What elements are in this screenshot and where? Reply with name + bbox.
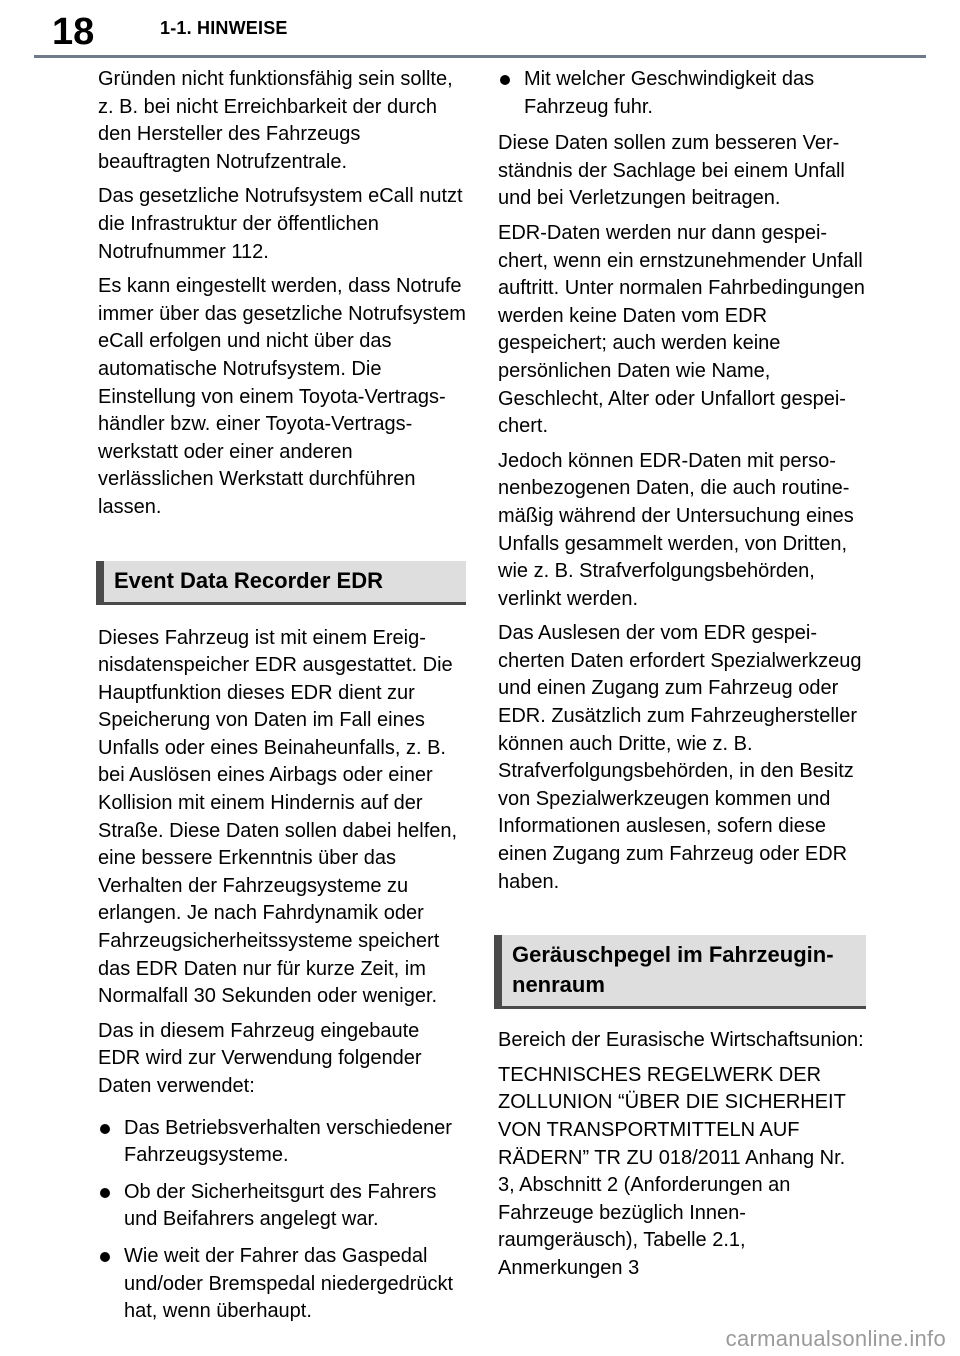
paragraph: Gründen nicht funktionsfähig sein sollte, z. B. bei nicht Erreichbarkeit der durch den Hersteller des Fahrzeugs beauftragten Notrufzentrale.	[98, 68, 453, 173]
paragraph: Diese Daten sollen zum besseren Verständnis der Sachlage bei einem Unfall und bei Verletzungen beitragen.	[498, 132, 845, 210]
list-item: Das Betriebsverhalten verschiedener Fahrzeugsysteme.	[98, 1115, 466, 1170]
list-item: Ob der Sicherheitsgurt des Fahrers und Beifahrers angelegt war.	[98, 1179, 466, 1234]
header-divider	[34, 55, 926, 58]
bullet-list	[98, 1115, 466, 1326]
left-column	[98, 66, 466, 1335]
bullet-list	[498, 66, 866, 121]
section-heading-edr: Event Data Recorder EDR	[96, 561, 466, 605]
right-column	[498, 66, 866, 1290]
paragraph: Bereich der Eurasische Wirtschaftsunion:	[498, 1029, 864, 1052]
paragraph: Es kann eingestellt werden, dass Notrufe immer über das gesetzliche Notrufsystem eCall erfolgen und nicht über das automatische Notrufsystem. Die Einstellung von einem Toyota-Vertragshändler bzw. einer Toyota-Vertragswerkstatt oder einer anderen verlässlichen Werkstatt durchführen lassen.	[98, 275, 466, 518]
paragraph: Das in diesem Fahrzeug eingebaute EDR wird zur Verwendung folgender Daten verwendet:	[98, 1019, 422, 1097]
paragraph: Das Auslesen der vom EDR gespeicherten Daten erfordert Spezialwerkzeug und einen Zugang zum Fahrzeug oder EDR. Zusätzlich zum Fahrzeughersteller können auch Dritte, wie z. B. Strafverfolgungsbehörden, in den Besitz von Spezialwerkzeugen kommen und Informationen auslesen, sofern diese einen Zugang zum Fahrzeug oder EDR haben.	[498, 622, 862, 893]
paragraph: EDR-Daten werden nur dann gespeichert, wenn ein ernstzunehmender Unfall auftritt. Unter normalen Fahrbedingungen werden keine Daten vom EDR gespeichert; auch werden keine persönlichen Daten wie Name, Geschlecht, Alter oder Unfallort gespeichert.	[498, 221, 865, 438]
paragraph: Dieses Fahrzeug ist mit einem Ereignisdatenspeicher EDR ausgestattet. Die Hauptfunktion dieses EDR dient zur Speicherung von Daten im Fall eines Unfalls oder eines Beinaheunfalls, z. B. bei Auslösen eines Airbags oder einer Kollision mit einem Hindernis auf der Straße. Diese Daten sollen dabei helfen, eine bessere Erkenntnis über das Verhalten der Fahrzeugsysteme zu erlangen. Je nach Fahrdynamik oder Fahrzeugsicherheitssysteme speichert das EDR Daten nur für kurze Zeit, im Normalfall 30 Sekunden oder weniger.	[98, 626, 458, 1008]
paragraph: TECHNISCHES REGELWERK DER ZOLLUNION “ÜBER DIE SICHERHEIT VON TRANSPORTMITTELN AUF RÄDERN” TR ZU 018/2011 Anhang Nr. 3, Abschnitt 2 (Anforderungen an Fahrzeuge bezüglich Innenraumgeräusch), Tabelle 2.1, Anmerkungen 3	[498, 1063, 846, 1279]
page-number: 18	[52, 11, 95, 53]
section-heading-noise: Geräuschpegel im Fahrzeuginnenraum	[494, 935, 866, 1009]
section-title: 1-1. HINWEISE	[160, 18, 288, 38]
paragraph: Jedoch können EDR-Daten mit personenbezogenen Daten, die auch routinemäßig während der Untersuchung eines Unfalls gesammelt werden, von Dritten, wie z. B. Strafverfolgungsbehörden, verlinkt werden.	[498, 449, 854, 610]
paragraph: Das gesetzliche Notrufsystem eCall nutzt die Infrastruktur der öffentlichen Notrufnummer 112.	[98, 185, 463, 263]
list-item: Wie weit der Fahrer das Gaspedal und/oder Bremspedal niedergedrückt hat, wenn überhaupt.	[98, 1243, 466, 1326]
watermark: carmanualsonline.info	[725, 1326, 946, 1351]
list-item: Mit welcher Geschwindigkeit das Fahrzeug fuhr.	[498, 66, 866, 121]
